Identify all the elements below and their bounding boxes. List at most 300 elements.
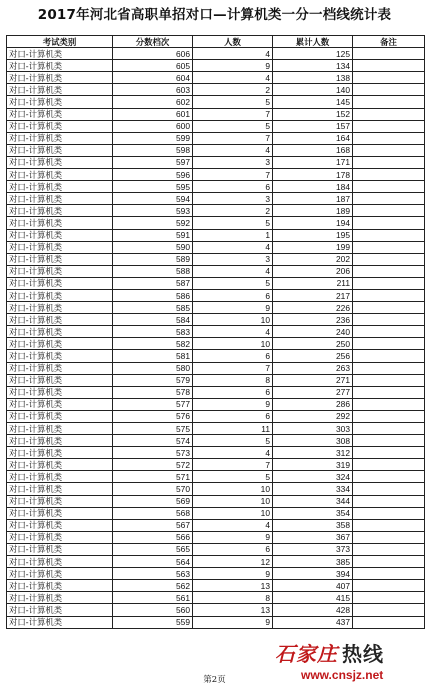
cell-remarks: [353, 314, 425, 326]
cell-exam-category: 对口-计算机类: [7, 205, 113, 217]
cell-score-level: 594: [113, 193, 193, 205]
cell-score-level: 590: [113, 241, 193, 253]
cell-score-level: 600: [113, 120, 193, 132]
cell-remarks: [353, 580, 425, 592]
table-row: [7, 169, 425, 181]
cell-cumulative-count: 125: [273, 48, 353, 60]
cell-count: 3: [193, 253, 273, 265]
site-watermark: [273, 640, 423, 688]
cell-remarks: [353, 205, 425, 217]
table-row: [7, 338, 425, 350]
cell-score-level: 570: [113, 483, 193, 495]
table-row: [7, 362, 425, 374]
cell-count: 10: [193, 495, 273, 507]
cell-count: 9: [193, 60, 273, 72]
cell-score-level: 572: [113, 459, 193, 471]
cell-remarks: [353, 543, 425, 555]
cell-exam-category: 对口-计算机类: [7, 314, 113, 326]
table-row: [7, 253, 425, 265]
table-row: [7, 519, 425, 531]
cell-score-level: 571: [113, 471, 193, 483]
cell-remarks: [353, 519, 425, 531]
cell-cumulative-count: 428: [273, 604, 353, 616]
cell-remarks: [353, 350, 425, 362]
cell-remarks: [353, 217, 425, 229]
cell-exam-category: 对口-计算机类: [7, 289, 113, 301]
table-row: [7, 265, 425, 277]
cell-exam-category: 对口-计算机类: [7, 120, 113, 132]
cell-exam-category: 对口-计算机类: [7, 108, 113, 120]
cell-cumulative-count: 308: [273, 435, 353, 447]
table-row: [7, 531, 425, 543]
table-row: [7, 181, 425, 193]
cell-count: 10: [193, 314, 273, 326]
cell-score-level: 588: [113, 265, 193, 277]
cell-cumulative-count: 367: [273, 531, 353, 543]
cell-score-level: 559: [113, 616, 193, 628]
cell-score-level: 568: [113, 507, 193, 519]
cell-count: 5: [193, 120, 273, 132]
cell-score-level: 566: [113, 531, 193, 543]
cell-score-level: 585: [113, 302, 193, 314]
cell-exam-category: 对口-计算机类: [7, 507, 113, 519]
header-count: 人数: [193, 36, 273, 48]
cell-score-level: 577: [113, 398, 193, 410]
cell-score-level: 604: [113, 72, 193, 84]
cell-remarks: [353, 326, 425, 338]
cell-count: 2: [193, 205, 273, 217]
table-row: [7, 120, 425, 132]
cell-score-level: 599: [113, 132, 193, 144]
cell-count: 8: [193, 374, 273, 386]
table-row: [7, 314, 425, 326]
cell-score-level: 592: [113, 217, 193, 229]
cell-score-level: 569: [113, 495, 193, 507]
cell-cumulative-count: 344: [273, 495, 353, 507]
cell-remarks: [353, 265, 425, 277]
cell-cumulative-count: 145: [273, 96, 353, 108]
header-cumulative-count: 累计人数: [273, 36, 353, 48]
cell-cumulative-count: 373: [273, 543, 353, 555]
cell-exam-category: 对口-计算机类: [7, 144, 113, 156]
table-row: [7, 398, 425, 410]
cell-count: 6: [193, 386, 273, 398]
cell-cumulative-count: 354: [273, 507, 353, 519]
cell-count: 4: [193, 241, 273, 253]
cell-score-level: 561: [113, 592, 193, 604]
cell-score-level: 584: [113, 314, 193, 326]
cell-cumulative-count: 324: [273, 471, 353, 483]
cell-cumulative-count: 178: [273, 169, 353, 181]
cell-score-level: 573: [113, 447, 193, 459]
cell-score-level: 567: [113, 519, 193, 531]
table-row: [7, 277, 425, 289]
cell-count: 4: [193, 265, 273, 277]
cell-remarks: [353, 181, 425, 193]
cell-cumulative-count: 286: [273, 398, 353, 410]
cell-exam-category: 对口-计算机类: [7, 60, 113, 72]
cell-count: 4: [193, 447, 273, 459]
cell-count: 10: [193, 483, 273, 495]
cell-cumulative-count: 303: [273, 423, 353, 435]
cell-exam-category: 对口-计算机类: [7, 543, 113, 555]
cell-count: 9: [193, 398, 273, 410]
cell-count: 13: [193, 604, 273, 616]
cell-count: 5: [193, 217, 273, 229]
cell-remarks: [353, 132, 425, 144]
cell-cumulative-count: 152: [273, 108, 353, 120]
table-row: [7, 471, 425, 483]
cell-cumulative-count: 140: [273, 84, 353, 96]
cell-exam-category: 对口-计算机类: [7, 229, 113, 241]
cell-exam-category: 对口-计算机类: [7, 338, 113, 350]
table-row: [7, 108, 425, 120]
cell-score-level: 583: [113, 326, 193, 338]
cell-cumulative-count: 157: [273, 120, 353, 132]
cell-cumulative-count: 184: [273, 181, 353, 193]
cell-exam-category: 对口-计算机类: [7, 580, 113, 592]
cell-remarks: [353, 616, 425, 628]
cell-count: 7: [193, 108, 273, 120]
cell-count: 4: [193, 144, 273, 156]
cell-remarks: [353, 84, 425, 96]
table-row: [7, 604, 425, 616]
table-row: [7, 48, 425, 60]
cell-remarks: [353, 568, 425, 580]
cell-remarks: [353, 338, 425, 350]
cell-exam-category: 对口-计算机类: [7, 265, 113, 277]
cell-count: 5: [193, 96, 273, 108]
cell-score-level: 574: [113, 435, 193, 447]
cell-remarks: [353, 459, 425, 471]
cell-cumulative-count: 171: [273, 156, 353, 168]
cell-remarks: [353, 374, 425, 386]
watermark-logo: [275, 642, 425, 666]
table-row: [7, 132, 425, 144]
table-row: [7, 423, 425, 435]
cell-count: 6: [193, 410, 273, 422]
cell-count: 4: [193, 72, 273, 84]
cell-exam-category: 对口-计算机类: [7, 386, 113, 398]
cell-remarks: [353, 108, 425, 120]
cell-exam-category: 对口-计算机类: [7, 556, 113, 568]
cell-count: 9: [193, 568, 273, 580]
cell-exam-category: 对口-计算机类: [7, 592, 113, 604]
cell-count: 10: [193, 507, 273, 519]
cell-exam-category: 对口-计算机类: [7, 519, 113, 531]
cell-score-level: 589: [113, 253, 193, 265]
cell-score-level: 582: [113, 338, 193, 350]
cell-count: 7: [193, 169, 273, 181]
table-row: [7, 326, 425, 338]
cell-remarks: [353, 277, 425, 289]
cell-remarks: [353, 241, 425, 253]
score-distribution-table: [6, 35, 425, 629]
cell-count: 11: [193, 423, 273, 435]
cell-score-level: 581: [113, 350, 193, 362]
cell-cumulative-count: 277: [273, 386, 353, 398]
cell-cumulative-count: 394: [273, 568, 353, 580]
table-row: [7, 156, 425, 168]
cell-remarks: [353, 289, 425, 301]
cell-cumulative-count: 189: [273, 205, 353, 217]
cell-cumulative-count: 358: [273, 519, 353, 531]
cell-exam-category: 对口-计算机类: [7, 398, 113, 410]
cell-cumulative-count: 217: [273, 289, 353, 301]
cell-cumulative-count: 138: [273, 72, 353, 84]
cell-count: 12: [193, 556, 273, 568]
cell-cumulative-count: 195: [273, 229, 353, 241]
table-row: [7, 193, 425, 205]
cell-count: 2: [193, 84, 273, 96]
cell-score-level: 580: [113, 362, 193, 374]
cell-remarks: [353, 531, 425, 543]
table-row: [7, 483, 425, 495]
header-exam-category: 考试类别: [7, 36, 113, 48]
cell-score-level: 576: [113, 410, 193, 422]
cell-remarks: [353, 471, 425, 483]
cell-exam-category: 对口-计算机类: [7, 435, 113, 447]
cell-score-level: 564: [113, 556, 193, 568]
cell-exam-category: 对口-计算机类: [7, 410, 113, 422]
cell-count: 6: [193, 543, 273, 555]
cell-count: 13: [193, 580, 273, 592]
table-row: [7, 289, 425, 301]
table-row: [7, 84, 425, 96]
cell-count: 6: [193, 181, 273, 193]
cell-remarks: [353, 592, 425, 604]
cell-score-level: 601: [113, 108, 193, 120]
cell-exam-category: 对口-计算机类: [7, 326, 113, 338]
table-row: [7, 96, 425, 108]
cell-remarks: [353, 398, 425, 410]
cell-remarks: [353, 302, 425, 314]
table-row: [7, 229, 425, 241]
cell-score-level: 603: [113, 84, 193, 96]
table-row: [7, 435, 425, 447]
cell-count: 6: [193, 289, 273, 301]
table-row: [7, 205, 425, 217]
cell-count: 6: [193, 350, 273, 362]
cell-cumulative-count: 226: [273, 302, 353, 314]
cell-remarks: [353, 193, 425, 205]
cell-remarks: [353, 507, 425, 519]
cell-cumulative-count: 319: [273, 459, 353, 471]
cell-remarks: [353, 229, 425, 241]
cell-score-level: 593: [113, 205, 193, 217]
cell-score-level: 587: [113, 277, 193, 289]
table-row: [7, 374, 425, 386]
cell-score-level: 586: [113, 289, 193, 301]
cell-remarks: [353, 495, 425, 507]
cell-exam-category: 对口-计算机类: [7, 447, 113, 459]
table-row: [7, 556, 425, 568]
table-header-row: [7, 36, 425, 48]
cell-cumulative-count: 202: [273, 253, 353, 265]
cell-remarks: [353, 362, 425, 374]
cell-score-level: 606: [113, 48, 193, 60]
cell-remarks: [353, 447, 425, 459]
cell-cumulative-count: 168: [273, 144, 353, 156]
table-row: [7, 217, 425, 229]
cell-score-level: 578: [113, 386, 193, 398]
cell-exam-category: 对口-计算机类: [7, 531, 113, 543]
cell-cumulative-count: 206: [273, 265, 353, 277]
table-body: [7, 48, 425, 629]
cell-cumulative-count: 199: [273, 241, 353, 253]
cell-remarks: [353, 253, 425, 265]
cell-count: 4: [193, 48, 273, 60]
cell-count: 10: [193, 338, 273, 350]
cell-exam-category: 对口-计算机类: [7, 96, 113, 108]
header-remarks: 备注: [353, 36, 425, 48]
cell-count: 4: [193, 519, 273, 531]
cell-exam-category: 对口-计算机类: [7, 616, 113, 628]
cell-count: 1: [193, 229, 273, 241]
cell-count: 9: [193, 616, 273, 628]
cell-remarks: [353, 169, 425, 181]
cell-exam-category: 对口-计算机类: [7, 604, 113, 616]
cell-exam-category: 对口-计算机类: [7, 362, 113, 374]
cell-cumulative-count: 334: [273, 483, 353, 495]
cell-remarks: [353, 48, 425, 60]
table-row: [7, 386, 425, 398]
cell-score-level: 595: [113, 181, 193, 193]
cell-cumulative-count: 240: [273, 326, 353, 338]
cell-score-level: 579: [113, 374, 193, 386]
watermark-logo-text: 石家庄: [275, 642, 338, 666]
cell-count: 5: [193, 471, 273, 483]
table-row: [7, 72, 425, 84]
cell-exam-category: 对口-计算机类: [7, 132, 113, 144]
table-row: [7, 616, 425, 628]
table-row: [7, 241, 425, 253]
cell-exam-category: 对口-计算机类: [7, 277, 113, 289]
page-title: 2017年河北省高职单招对口—计算机类一分一档线统计表: [37, 7, 392, 23]
cell-cumulative-count: 236: [273, 314, 353, 326]
cell-remarks: [353, 144, 425, 156]
watermark-logo-hot: 热线: [342, 642, 384, 666]
cell-count: 9: [193, 531, 273, 543]
cell-exam-category: 对口-计算机类: [7, 193, 113, 205]
table-row: [7, 580, 425, 592]
table-row: [7, 350, 425, 362]
cell-exam-category: 对口-计算机类: [7, 568, 113, 580]
table-row: [7, 144, 425, 156]
table-row: [7, 568, 425, 580]
cell-score-level: 565: [113, 543, 193, 555]
table-row: [7, 60, 425, 72]
watermark-url: www.cnsjz.net: [301, 668, 384, 682]
cell-score-level: 562: [113, 580, 193, 592]
cell-exam-category: 对口-计算机类: [7, 241, 113, 253]
cell-exam-category: 对口-计算机类: [7, 48, 113, 60]
cell-exam-category: 对口-计算机类: [7, 181, 113, 193]
cell-cumulative-count: 385: [273, 556, 353, 568]
cell-score-level: 605: [113, 60, 193, 72]
cell-count: 3: [193, 193, 273, 205]
cell-count: 3: [193, 156, 273, 168]
table-row: [7, 592, 425, 604]
cell-exam-category: 对口-计算机类: [7, 374, 113, 386]
cell-exam-category: 对口-计算机类: [7, 217, 113, 229]
cell-remarks: [353, 386, 425, 398]
cell-exam-category: 对口-计算机类: [7, 423, 113, 435]
cell-count: 7: [193, 459, 273, 471]
cell-remarks: [353, 604, 425, 616]
cell-cumulative-count: 250: [273, 338, 353, 350]
cell-remarks: [353, 410, 425, 422]
cell-cumulative-count: 256: [273, 350, 353, 362]
cell-exam-category: 对口-计算机类: [7, 471, 113, 483]
table-row: [7, 302, 425, 314]
cell-exam-category: 对口-计算机类: [7, 483, 113, 495]
cell-score-level: 575: [113, 423, 193, 435]
cell-score-level: 597: [113, 156, 193, 168]
cell-remarks: [353, 483, 425, 495]
cell-cumulative-count: 263: [273, 362, 353, 374]
cell-exam-category: 对口-计算机类: [7, 350, 113, 362]
cell-score-level: 596: [113, 169, 193, 181]
cell-cumulative-count: 437: [273, 616, 353, 628]
cell-cumulative-count: 312: [273, 447, 353, 459]
cell-score-level: 591: [113, 229, 193, 241]
cell-cumulative-count: 194: [273, 217, 353, 229]
cell-exam-category: 对口-计算机类: [7, 156, 113, 168]
cell-remarks: [353, 435, 425, 447]
cell-score-level: 563: [113, 568, 193, 580]
cell-cumulative-count: 407: [273, 580, 353, 592]
page-number: 第2页: [203, 675, 226, 685]
cell-cumulative-count: 271: [273, 374, 353, 386]
cell-count: 5: [193, 277, 273, 289]
cell-remarks: [353, 60, 425, 72]
cell-exam-category: 对口-计算机类: [7, 84, 113, 96]
cell-score-level: 602: [113, 96, 193, 108]
cell-exam-category: 对口-计算机类: [7, 169, 113, 181]
cell-remarks: [353, 556, 425, 568]
table-row: [7, 410, 425, 422]
table-row: [7, 495, 425, 507]
header-score-level: 分数档次: [113, 36, 193, 48]
cell-cumulative-count: 415: [273, 592, 353, 604]
cell-exam-category: 对口-计算机类: [7, 495, 113, 507]
table-row: [7, 447, 425, 459]
cell-exam-category: 对口-计算机类: [7, 302, 113, 314]
cell-exam-category: 对口-计算机类: [7, 253, 113, 265]
cell-remarks: [353, 156, 425, 168]
cell-cumulative-count: 187: [273, 193, 353, 205]
cell-count: 5: [193, 435, 273, 447]
cell-cumulative-count: 292: [273, 410, 353, 422]
cell-cumulative-count: 164: [273, 132, 353, 144]
cell-cumulative-count: 211: [273, 277, 353, 289]
cell-score-level: 560: [113, 604, 193, 616]
cell-cumulative-count: 134: [273, 60, 353, 72]
cell-remarks: [353, 96, 425, 108]
cell-count: 8: [193, 592, 273, 604]
cell-remarks: [353, 72, 425, 84]
cell-exam-category: 对口-计算机类: [7, 459, 113, 471]
table-row: [7, 543, 425, 555]
cell-count: 9: [193, 302, 273, 314]
cell-count: 7: [193, 132, 273, 144]
table-row: [7, 459, 425, 471]
cell-remarks: [353, 120, 425, 132]
cell-exam-category: 对口-计算机类: [7, 72, 113, 84]
cell-count: 7: [193, 362, 273, 374]
table-row: [7, 507, 425, 519]
